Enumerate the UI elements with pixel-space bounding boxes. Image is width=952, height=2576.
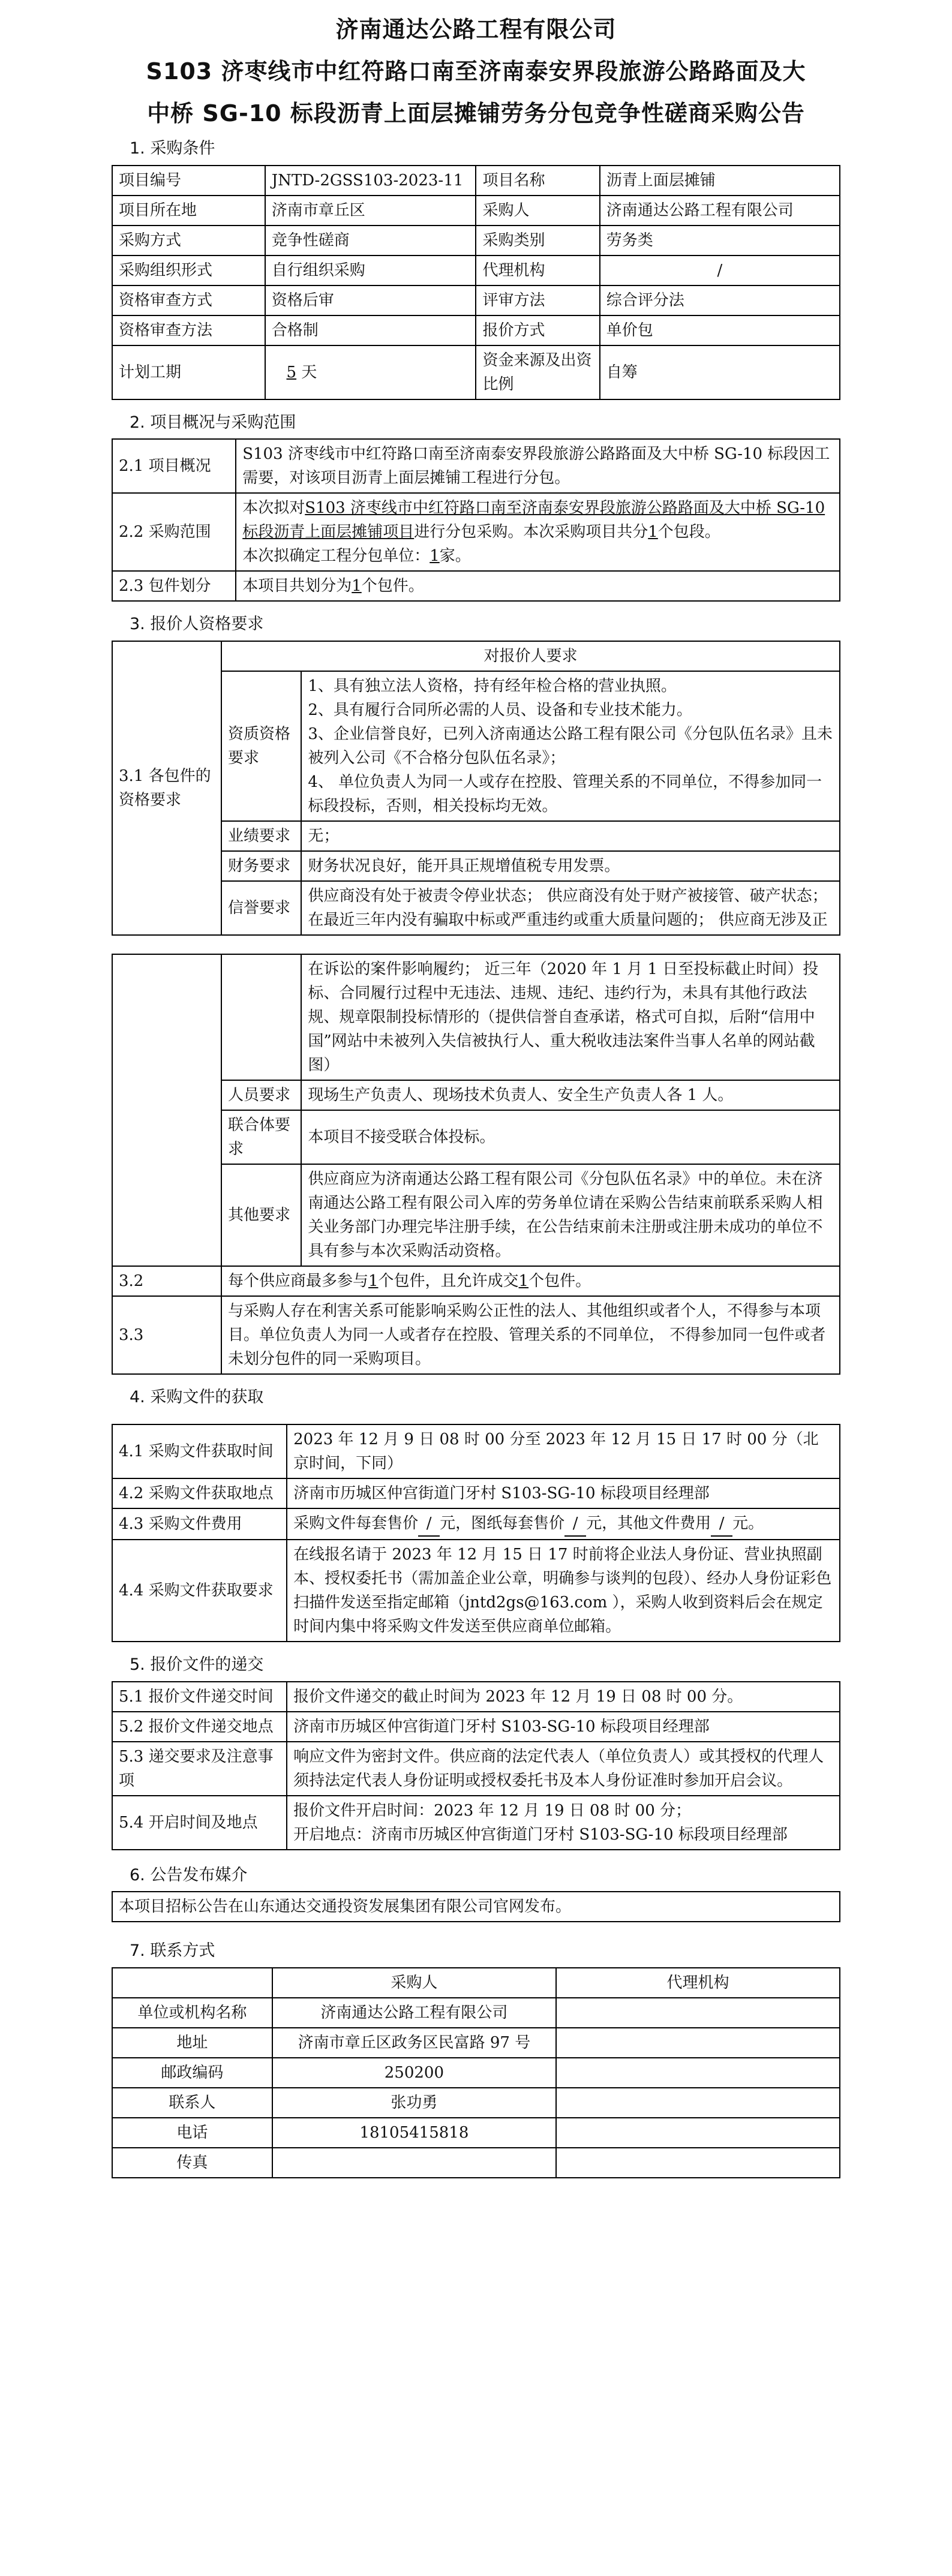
scope-post: 个包段。 — [657, 523, 720, 541]
condition-value: 竞争性磋商 — [265, 226, 476, 256]
fin-row — [112, 851, 840, 881]
section4-heading: 4. 采购文件的获取 — [130, 1387, 264, 1406]
r32-n1: 1 — [368, 1272, 379, 1290]
s4-req-row — [112, 1540, 840, 1642]
contact-corner — [112, 1968, 272, 1998]
contact-agent-value — [556, 2118, 840, 2148]
section2-heading: 2. 项目概况与采购范围 — [130, 413, 296, 432]
qual-item: 2、具有履行合同所必需的人员、设备和专业技术能力。 — [308, 701, 692, 719]
contact-agent-value — [556, 2148, 840, 2178]
scope-count: 1 — [648, 523, 658, 541]
condition-row — [112, 166, 840, 196]
condition-label: 评审方法 — [476, 285, 599, 315]
credit-value: 供应商没有处于被责令停业状态； 供应商没有处于财产被接管、破产状态；在最近三年内没有骗取中标或严重违约或重大质量问题的； 供应商无涉及正 — [301, 881, 840, 935]
contact-row — [112, 2058, 840, 2088]
r32-label: 3.2 — [112, 1266, 221, 1296]
section3-heading: 3. 报价人资格要求 — [130, 615, 264, 633]
s5-place-label: 5.2 报价文件递交地点 — [112, 1712, 287, 1742]
s5-open-value — [287, 1796, 840, 1850]
r33-value: 与采购人存在利害关系可能影响采购公正性的法人、其他组织或者个人，不得参与本项目。单位负责人为同一人或者存在控股、管理关系的不同单位， 不得参加同一包件或者未划分包件的同一采购项目。 — [221, 1296, 840, 1374]
qualification-table-part2 — [112, 954, 840, 1375]
open-place: 开启地点：济南市历城区仲宫街道门牙村 S103-SG-10 标段项目经理部 — [293, 1825, 788, 1844]
condition-label: 项目名称 — [476, 166, 599, 196]
s4-time-value: 2023 年 12 月 9 日 08 时 00 分至 2023 年 12 月 15 日 17 时 00 分（北京时间，下同） — [287, 1424, 840, 1478]
condition-label: 资格审查方法 — [112, 315, 265, 345]
scope-label: 2.2 采购范围 — [112, 493, 236, 571]
contact-col-buyer: 采购人 — [272, 1968, 556, 1998]
contact-buyer-value: 18105415818 — [272, 2118, 556, 2148]
condition-value: JNTD-2GSS103-2023-11 — [265, 166, 476, 196]
s5-time-label: 5.1 报价文件递交时间 — [112, 1682, 287, 1712]
contact-agent-value — [556, 2028, 840, 2058]
condition-value: 合格制 — [265, 315, 476, 345]
section1-heading: 1. 采购条件 — [130, 139, 215, 158]
credit-row — [112, 881, 840, 935]
submission-table — [112, 1681, 840, 1850]
scope-project: S103 济枣线市中红符路口南至济南泰安界段旅游公路路面及大中桥 SG-10 标段沥青上面层摊铺项目 — [242, 499, 825, 541]
section5-heading: 5. 报价文件的递交 — [130, 1655, 264, 1674]
contact-label: 地址 — [112, 2028, 272, 2058]
scope-line2-pre: 本次拟确定工程分包单位： — [242, 547, 430, 565]
credit-cont-label — [221, 954, 301, 1080]
notice-title-line1: S103 济枣线市中红符路口南至济南泰安界段旅游公路路面及大 — [146, 58, 806, 85]
contact-buyer-value: 张功勇 — [272, 2088, 556, 2118]
pack-text — [236, 571, 840, 601]
joint-value: 本项目不接受联合体投标。 — [301, 1110, 840, 1164]
qual-item: 4、 单位负责人为同一人或存在控股、管理关系的不同单位，不得参加同一标段投标，否则，相关投标均无效。 — [308, 773, 822, 815]
media-table — [112, 1891, 840, 1922]
r32-pre: 每个供应商最多参与 — [227, 1272, 368, 1290]
staff-row — [112, 1080, 840, 1110]
pack-label: 2.3 包件划分 — [112, 571, 236, 601]
s5-req-value: 响应文件为密封文件。供应商的法定代表人（单位负责人）或其授权的代理人须持法定代表人身份证明或授权委托书及本人身份证准时参加开启会议。 — [287, 1742, 840, 1796]
condition-label: 项目所在地 — [112, 196, 265, 226]
r32-post: 个包件。 — [528, 1272, 591, 1290]
fin-label: 财务要求 — [221, 851, 301, 881]
company-name: 济南通达公路工程有限公司 — [335, 16, 617, 43]
condition-value: 资格后审 — [265, 285, 476, 315]
fee-b: 元，图纸每套售价 — [440, 1514, 565, 1532]
credit-cont-value: 在诉讼的案件影响履约； 近三年（2020 年 1 月 1 日至投标截止时间）投标、合同履行过程中无违法、违规、违纪、违约行为，未具有其他行政法规、规章限制投标情形的（提供信誉自查承诺，格式可自拟，后附“信用中国”网站中未被列入失信被执行人、重大税收违法案件当事人名单的网站截图） — [301, 954, 840, 1080]
contact-row — [112, 2148, 840, 2178]
overview-text: S103 济枣线市中红符路口南至济南泰安界段旅游公路路面及大中桥 SG-10 标段因工需要，对该项目沥青上面层摊铺工程进行分包。 — [236, 439, 840, 493]
contact-row — [112, 2118, 840, 2148]
contact-label: 邮政编码 — [112, 2058, 272, 2088]
contact-label: 单位或机构名称 — [112, 1998, 272, 2028]
qual-row — [112, 671, 840, 821]
s4-fee-row — [112, 1508, 840, 1540]
scope-text — [236, 493, 840, 571]
fee-c-val: / — [711, 1511, 732, 1537]
fee-a: 采购文件每套售价 — [293, 1514, 419, 1532]
condition-row — [112, 315, 840, 345]
fee-a-val: / — [418, 1511, 440, 1537]
contact-label: 联系人 — [112, 2088, 272, 2118]
credit-label: 信誉要求 — [221, 881, 301, 935]
fee-b-val: / — [564, 1511, 586, 1537]
r32-value — [221, 1266, 840, 1296]
condition-value: 自行组织采购 — [265, 256, 476, 285]
condition-value: 单价包 — [600, 315, 840, 345]
condition-label: 采购组织形式 — [112, 256, 265, 285]
joint-label: 联合体要求 — [221, 1110, 301, 1164]
perf-label: 业绩要求 — [221, 821, 301, 851]
s5-open-label: 5.4 开启时间及地点 — [112, 1796, 287, 1850]
fund-value: 自筹 — [600, 345, 840, 399]
open-time: 报价文件开启时间：2023 年 12 月 19 日 08 时 00 分； — [293, 1801, 691, 1820]
condition-label: 代理机构 — [476, 256, 599, 285]
condition-value: 综合评分法 — [600, 285, 840, 315]
doc-acquisition-table — [112, 1424, 840, 1642]
condition-value: / — [600, 256, 840, 285]
contact-table — [112, 1967, 840, 2178]
contact-agent-value — [556, 2058, 840, 2088]
pack-row — [112, 571, 840, 601]
section7-heading: 7. 联系方式 — [130, 1941, 215, 1960]
period-row — [112, 345, 840, 399]
perf-value: 无； — [301, 821, 840, 851]
condition-value: 济南通达公路工程有限公司 — [600, 196, 840, 226]
condition-row — [112, 196, 840, 226]
r32-row — [112, 1266, 840, 1296]
staff-value: 现场生产负责人、现场技术负责人、安全生产负责人各 1 人。 — [301, 1080, 840, 1110]
s5-req-label: 5.3 递交要求及注意事项 — [112, 1742, 287, 1796]
qual-label: 资质资格要求 — [221, 671, 301, 821]
s5-time-value: 报价文件递交的截止时间为 2023 年 12 月 19 日 08 时 00 分。 — [287, 1682, 840, 1712]
scope-line2-post: 家。 — [439, 547, 471, 565]
qual-item: 3、企业信誉良好，已列入济南通达公路工程有限公司《分包队伍名录》且未被列入公司《不合格分包队伍名录》； — [308, 725, 833, 767]
procurement-conditions-table — [112, 165, 840, 400]
s4-req-value: 在线报名请于 2023 年 12 月 15 日 17 时前将企业法人身份证、营业执照副本、授权委托书（需加盖企业公章，明确参与谈判的包段）、经办人身份证彩色扫描件发送至指定邮箱（jntd2gs@163.com ），采购人收到资料后会在规定时间内集中将采购文件发送至供应商单位邮箱。 — [287, 1540, 840, 1642]
contact-row — [112, 2028, 840, 2058]
condition-value: 劳务类 — [600, 226, 840, 256]
contact-label: 电话 — [112, 2118, 272, 2148]
qual-subheader-row — [112, 641, 840, 671]
s4-time-row — [112, 1424, 840, 1478]
qual-row-label: 3.1 各包件的资格要求 — [112, 641, 221, 935]
condition-label: 采购类别 — [476, 226, 599, 256]
other-value: 供应商应为济南通达公路工程有限公司《分包队伍名录》中的单位。未在济南通达公路工程有限公司入库的劳务单位请在采购公告结束前联系采购人相关业务部门办理完毕注册手续，在公告结束前未注册或注册未成功的单位不具有参与本次采购活动资格。 — [301, 1164, 840, 1266]
period-value — [265, 345, 476, 399]
r33-row — [112, 1296, 840, 1374]
condition-label: 采购方式 — [112, 226, 265, 256]
fee-d: 元。 — [732, 1514, 764, 1532]
other-row — [112, 1164, 840, 1266]
pack-count: 1 — [352, 577, 362, 595]
period-unit: 天 — [301, 363, 317, 381]
overview-row — [112, 439, 840, 493]
condition-label: 项目编号 — [112, 166, 265, 196]
qual-item: 1、具有独立法人资格，持有经年检合格的营业执照。 — [308, 677, 677, 695]
contact-header-row — [112, 1968, 840, 1998]
perf-row — [112, 821, 840, 851]
condition-row — [112, 256, 840, 285]
s5-time-row — [112, 1682, 840, 1712]
fund-label: 资金来源及出资比例 — [476, 345, 599, 399]
contact-buyer-value: 济南市章丘区政务区民富路 97 号 — [272, 2028, 556, 2058]
condition-label: 报价方式 — [476, 315, 599, 345]
qualification-table-part1 — [112, 641, 840, 936]
s4-time-label: 4.1 采购文件获取时间 — [112, 1424, 287, 1478]
pack-pre: 本项目共划分为 — [242, 577, 352, 595]
condition-row — [112, 226, 840, 256]
s5-place-value: 济南市历城区仲宫街道门牙村 S103-SG-10 标段项目经理部 — [287, 1712, 840, 1742]
overview-label: 2.1 项目概况 — [112, 439, 236, 493]
s4-place-value: 济南市历城区仲宫街道门牙村 S103-SG-10 标段项目经理部 — [287, 1478, 840, 1508]
contact-row — [112, 2088, 840, 2118]
project-overview-table — [112, 438, 840, 602]
qual-subheader: 对报价人要求 — [221, 641, 840, 671]
scope-mid: 进行分包采购。本次采购项目共分 — [414, 523, 648, 541]
joint-row — [112, 1110, 840, 1164]
period-days: 5 — [286, 363, 297, 381]
fin-value: 财务状况良好，能开具正规增值税专用发票。 — [301, 851, 840, 881]
condition-value: 沥青上面层摊铺 — [600, 166, 840, 196]
contact-buyer-value — [272, 2148, 556, 2178]
section6-heading: 6. 公告发布媒介 — [130, 1865, 248, 1884]
r33-label: 3.3 — [112, 1296, 221, 1374]
qual-row-label-cont — [112, 954, 221, 1266]
contact-agent-value — [556, 2088, 840, 2118]
r32-n2: 1 — [518, 1272, 529, 1290]
scope-units: 1 — [430, 547, 440, 565]
condition-value: 济南市章丘区 — [265, 196, 476, 226]
contact-row — [112, 1998, 840, 2028]
scope-row — [112, 493, 840, 571]
contact-col-agent: 代理机构 — [556, 1968, 840, 1998]
credit-cont-row — [112, 954, 840, 1080]
s4-fee-label: 4.3 采购文件费用 — [112, 1508, 287, 1540]
notice-title-line2: 中桥 SG-10 标段沥青上面层摊铺劳务分包竞争性磋商采购公告 — [147, 100, 805, 127]
pack-post: 个包件。 — [361, 577, 424, 595]
contact-agent-value — [556, 1998, 840, 2028]
s4-place-label: 4.2 采购文件获取地点 — [112, 1478, 287, 1508]
staff-label: 人员要求 — [221, 1080, 301, 1110]
r32-mid: 个包件，且允许成交 — [378, 1272, 519, 1290]
s4-fee-value — [287, 1508, 840, 1540]
fee-c: 元，其他文件费用 — [586, 1514, 711, 1532]
qual-items — [301, 671, 840, 821]
contact-label: 传真 — [112, 2148, 272, 2178]
scope-pre: 本次拟对 — [242, 499, 305, 517]
s4-req-label: 4.4 采购文件获取要求 — [112, 1540, 287, 1642]
contact-buyer-value: 250200 — [272, 2058, 556, 2088]
condition-label: 采购人 — [476, 196, 599, 226]
condition-row — [112, 285, 840, 315]
s5-req-row — [112, 1742, 840, 1796]
s4-place-row — [112, 1478, 840, 1508]
condition-label: 资格审查方式 — [112, 285, 265, 315]
s5-place-row — [112, 1712, 840, 1742]
other-label: 其他要求 — [221, 1164, 301, 1266]
media-value: 本项目招标公告在山东通达交通投资发展集团有限公司官网发布。 — [112, 1892, 840, 1922]
period-label: 计划工期 — [112, 345, 265, 399]
contact-buyer-value: 济南通达公路工程有限公司 — [272, 1998, 556, 2028]
s5-open-row — [112, 1796, 840, 1850]
